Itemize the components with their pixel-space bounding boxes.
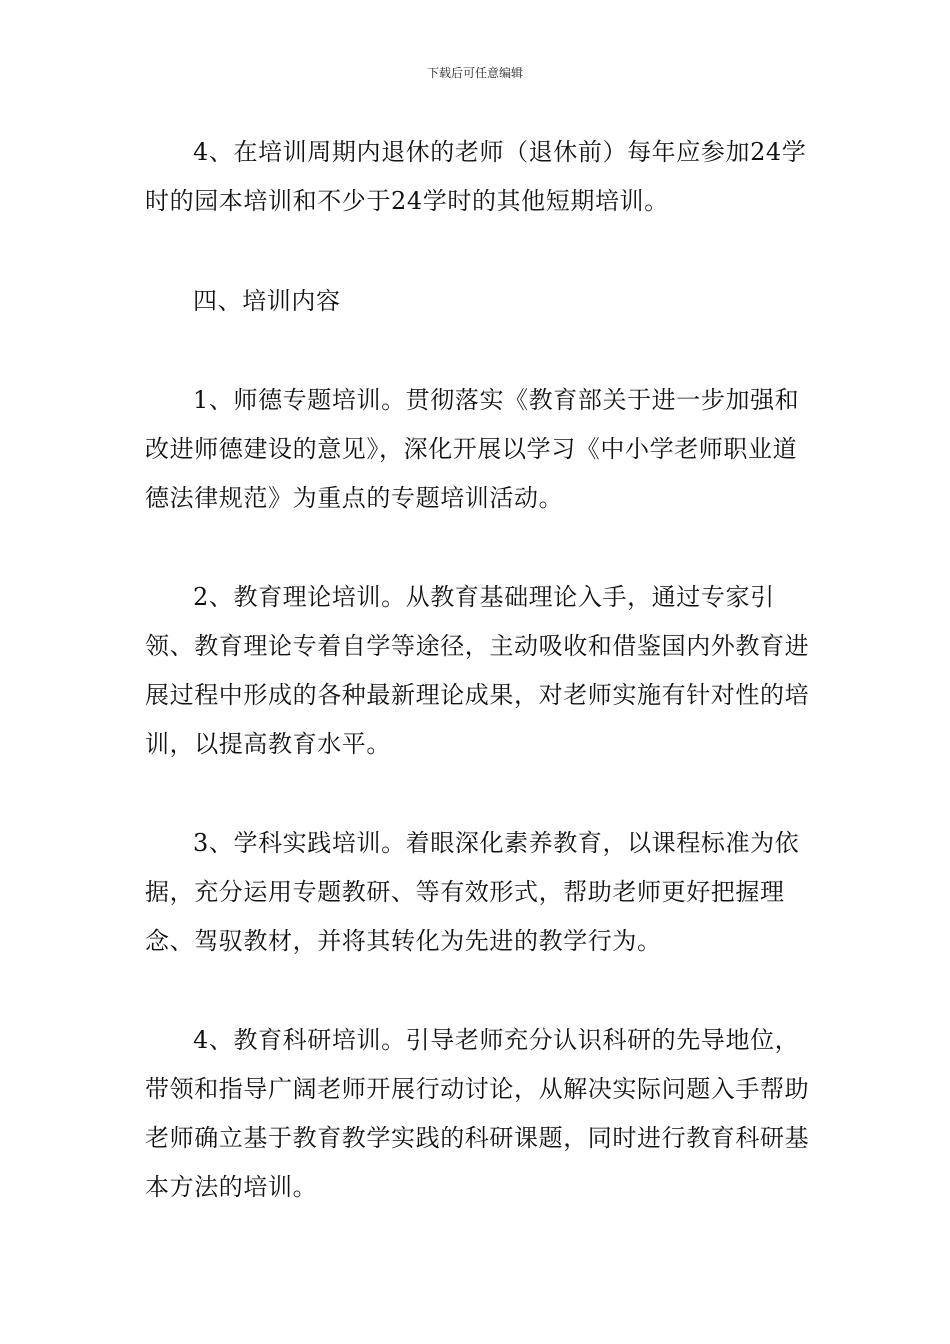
- paragraph-theory-training: 2、教育理论培训。从教育基础理论入手，通过专家引领、教育理论专着自学等途径，主动吸收和借鉴国内外教育进展过程中形成的各种最新理论成果，对老师实施有针对性的培训，以提高教育水平。: [145, 583, 810, 758]
- paragraph-ethics-training: 1、师德专题培训。贯彻落实《教育部关于进一步加强和改进师德建设的意见》，深化开展以学习《中小学老师职业道德法律规范》为重点的专题培训活动。: [145, 386, 800, 512]
- paragraph-retiring-teachers: 4、在培训周期内退休的老师（退休前）每年应参加24学时的园本培训和不少于24学时的其他短期培训。: [145, 138, 807, 215]
- section-heading-training-content: 四、培训内容: [193, 287, 341, 315]
- paragraph-spacer: [145, 769, 813, 819]
- paragraph-spacer: [145, 226, 813, 277]
- paragraph-spacer: [145, 326, 813, 376]
- page-header: 下载后可任意编辑: [426, 66, 523, 80]
- paragraph-research-training: 4、教育科研培训。引导老师充分认识科研的先导地位，带领和指导广阔老师开展行动讨论，从解决实际问题入手帮助老师确立基于教育教学实践的科研课题，同时进行教育科研基本方法的培训。: [145, 1026, 810, 1201]
- paragraph-spacer: [145, 523, 813, 573]
- paragraph-practice-training: 3、学科实践培训。着眼深化素养教育，以课程标准为依据，充分运用专题教研、等有效形式，帮助老师更好把握理念、驾驭教材，并将其转化为先进的教学行为。: [145, 829, 800, 955]
- document-body: [145, 128, 813, 1212]
- paragraph-spacer: [145, 966, 813, 1016]
